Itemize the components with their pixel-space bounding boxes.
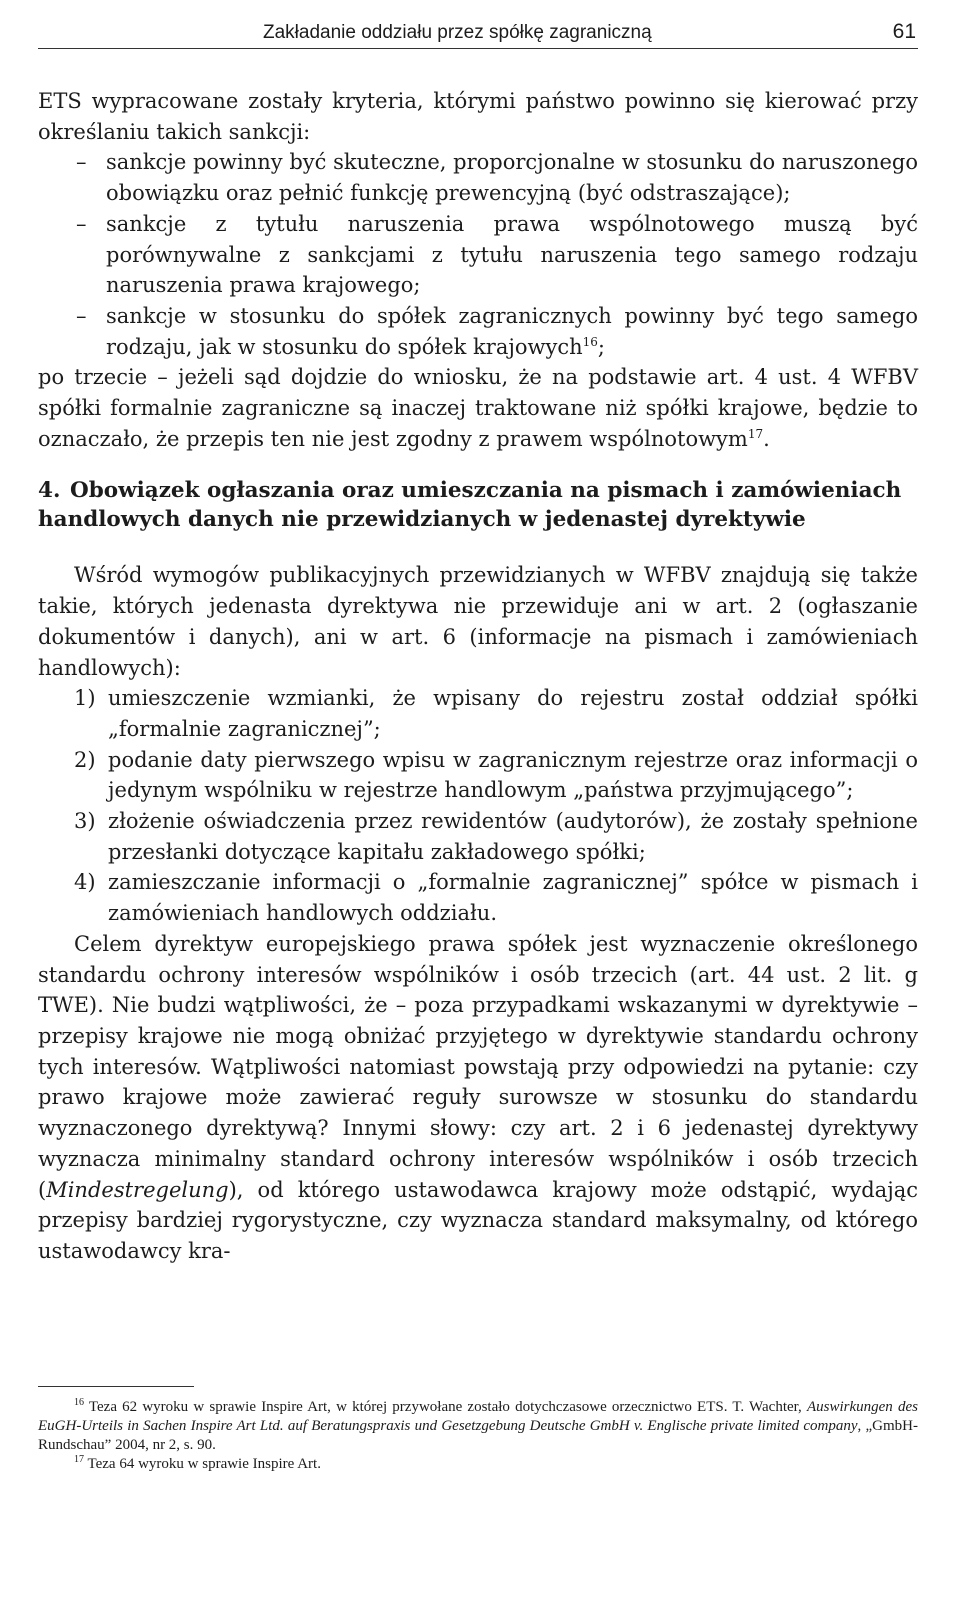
running-header bbox=[38, 18, 918, 49]
criterion-item bbox=[38, 209, 918, 301]
footnote-17 bbox=[38, 1455, 918, 1474]
intro-paragraph: ETS wypracowane zostały kryteria, którymi państwo powinno się kierować przy określaniu takich sankcji: bbox=[38, 89, 918, 144]
list-item bbox=[38, 806, 918, 867]
section-paragraph: Wśród wymogów publikacyjnych przewidzianych w WFBV znajdują się także takie, których jedenasta dyrektywa nie przewiduje ani w art. 2 (ogłaszanie dokumentów i danych), ani w art. 6 (informacje na pismach i zamówieniach handlowych): bbox=[38, 563, 918, 680]
section-title: Obowiązek ogłaszania oraz umieszczania na pismach i zamówieniach handlowych danych nie przewidzianych w jedenastej dyrektywie bbox=[38, 478, 902, 533]
list-number: 4) bbox=[74, 870, 96, 895]
list-item bbox=[38, 745, 918, 806]
footnote-16 bbox=[38, 1398, 918, 1455]
footnote-ref: 17 bbox=[747, 426, 764, 441]
criterion-text: sankcje w stosunku do spółek zagranicznych powinny być tego samego rodzaju, jak w stosunku do spółek krajowych bbox=[106, 303, 918, 359]
page-number: 61 bbox=[892, 20, 916, 43]
footnote-text: , „GmbH-Rundschau” 2004, nr 2, s. 90. bbox=[38, 1418, 918, 1453]
criterion-text: sankcje z tytułu naruszenia prawa wspólnotowego muszą być porównywalne z sankcjami z tytułu naruszenia tego samego rodzaju naruszenia prawa krajowego; bbox=[106, 211, 918, 298]
footnote-mark: 17 bbox=[74, 1454, 84, 1465]
german-term: Mindestregelung bbox=[46, 1177, 229, 1202]
paragraph-text: Celem dyrektyw europejskiego prawa spółek jest wyznaczenie określonego standardu ochrony interesów wspólników i osób trzecich (art. 44 ust. 2 lit. g TWE). Nie budzi wątpliwości, że – poza przypadkami wskazanymi w dyrektywie – przepisy krajowe nie mogą obniżać przyjętego w dyrektywie standardu ochrony tych interesów. Wątpliwości natomiast powstają przy odpowiedzi na pytanie: czy prawo krajowe może zawierać reguły surowsze w stosunku do standardu wyznaczonego dyrektywą? Innymi słowy: czy art. 2 i 6 jedenastej dyrektywy wyznacza minimalny standard ochrony interesów wspólników i osób trzecich ( bbox=[38, 931, 918, 1202]
list-text: umieszczenie wzmianki, że wpisany do rejestru został oddział spółki „formalnie zagranicznej”; bbox=[108, 686, 918, 741]
dash-bullet: – bbox=[76, 150, 87, 175]
list-number: 2) bbox=[74, 747, 96, 772]
dash-bullet: – bbox=[76, 211, 87, 236]
main-text bbox=[38, 86, 918, 1267]
list-text: podanie daty pierwszego wpisu w zagranicznym rejestrze oraz informacji o jedynym wspólniku w rejestrze handlowym „państwa przyjmującego”; bbox=[108, 747, 918, 803]
footnote-text: Teza 64 wyroku w sprawie Inspire Art. bbox=[87, 1456, 321, 1472]
list-item bbox=[38, 683, 918, 744]
footnote-mark: 16 bbox=[74, 1397, 84, 1408]
footnote-rule bbox=[38, 1386, 194, 1387]
third-point-paragraph bbox=[38, 362, 918, 454]
third-point-tail: . bbox=[763, 426, 770, 451]
footnote-cited-title: Auswirkungen des EuGH-Urteils in Sachen Inspire Art Ltd. auf Beratungspraxis und Gesetzgebung Deutsche GmbH v. Englische private limited company bbox=[38, 1399, 918, 1434]
list-text: zamieszczanie informacji o „formalnie zagranicznej” spółce w pismach i zamówieniach handlowych oddziału. bbox=[108, 870, 918, 926]
footnote-text: Teza 62 wyroku w sprawie Inspire Art, w której przywołane zostało dotychczasowe orzecznictwo ETS. T. Wachter, bbox=[88, 1399, 807, 1415]
third-point-text: po trzecie – jeżeli sąd dojdzie do wniosku, że na podstawie art. 4 ust. 4 WFBV spółki formalnie zagraniczne są inaczej traktowane niż spółki krajowe, będzie to oznaczało, że przepis ten nie jest zgodny z prawem wspólnotowym bbox=[38, 365, 918, 451]
running-title: Zakładanie oddziału przez spółkę zagraniczną bbox=[263, 22, 652, 43]
footnote-ref: 16 bbox=[582, 334, 598, 349]
criterion-item bbox=[38, 301, 918, 362]
criterion-item bbox=[38, 147, 918, 208]
footnotes bbox=[38, 1398, 918, 1474]
list-number: 1) bbox=[74, 686, 96, 711]
criterion-tail: ; bbox=[597, 334, 605, 359]
list-item bbox=[38, 867, 918, 928]
section-number: 4. bbox=[38, 478, 61, 504]
list-number: 3) bbox=[74, 809, 96, 834]
list-text: złożenie oświadczenia przez rewidentów (audytorów), że zostały spełnione przesłanki dotyczące kapitału zakładowego spółki; bbox=[108, 809, 918, 864]
paragraph-text: ), od którego ustawodawca krajowy może odstąpić, wydając przepisy bardziej rygorystyczne, czy wyznacza standard maksymalny, od którego ustawodawcy kra- bbox=[38, 1177, 918, 1263]
criterion-text: sankcje powinny być skuteczne, proporcjonalne w stosunku do naruszonego obowiązku oraz pełnić funkcję prewencyjną (być odstraszające); bbox=[106, 150, 918, 206]
section-paragraph bbox=[38, 929, 918, 1267]
dash-bullet: – bbox=[76, 303, 87, 328]
section-heading bbox=[38, 476, 918, 534]
